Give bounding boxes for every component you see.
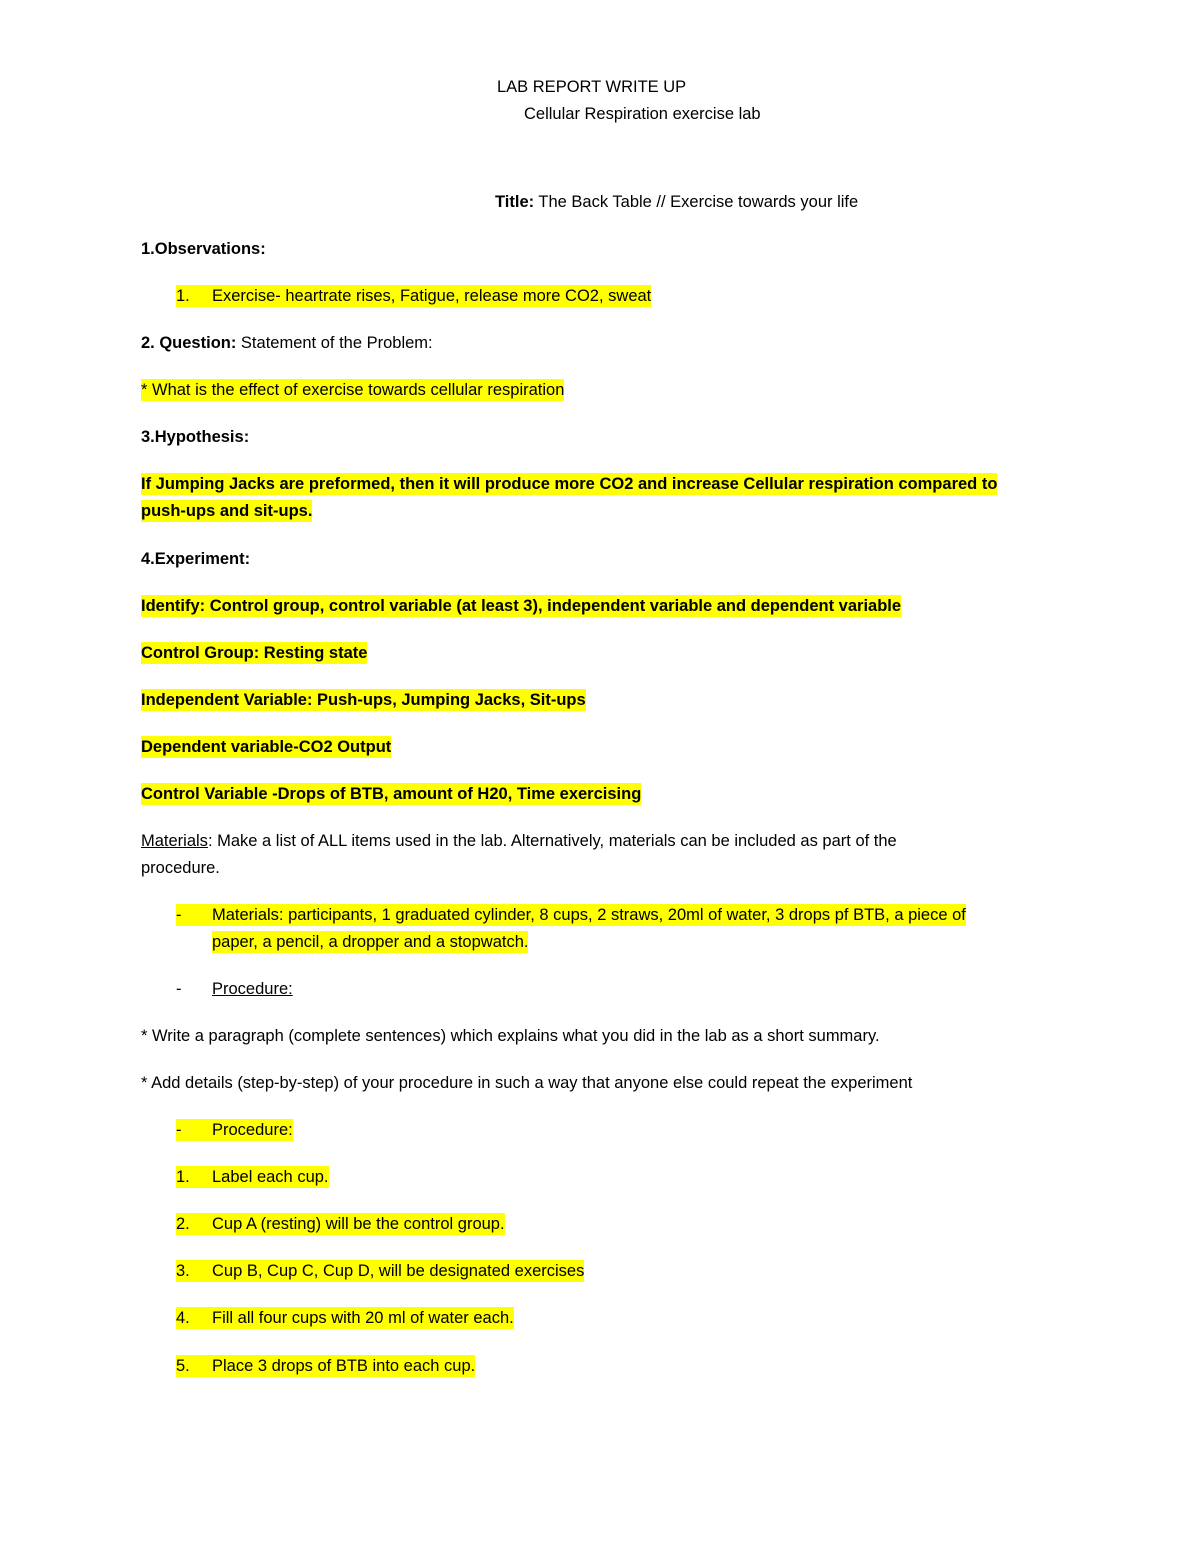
dependent-variable: Dependent variable-CO2 Output	[141, 738, 392, 756]
bullet-dash: -	[176, 906, 182, 924]
procedure-step	[176, 1166, 329, 1188]
materials-list-line-2: paper, a pencil, a dropper and a stopwatch.	[212, 933, 529, 951]
experiment-heading: 4.Experiment:	[141, 550, 251, 568]
hypothesis-line-2: push-ups and sit-ups.	[141, 502, 313, 520]
experiment-identify: Identify: Control group, control variable (at least 3), independent variable and dependent variable	[141, 597, 902, 615]
procedure-label-text: Procedure:	[212, 1121, 293, 1139]
hypothesis-line-1: If Jumping Jacks are preformed, then it will produce more CO2 and increase Cellular respiration compared to	[141, 475, 998, 493]
procedure-instruction-1: * Write a paragraph (complete sentences) which explains what you did in the lab as a short summary.	[141, 1027, 880, 1045]
list-number: 4.	[176, 1309, 190, 1327]
procedure-step	[176, 1213, 505, 1235]
question-line	[141, 332, 433, 354]
independent-variable: Independent Variable: Push-ups, Jumping Jacks, Sit-ups	[141, 691, 586, 709]
procedure-label: Procedure:	[212, 980, 293, 998]
title-line	[495, 191, 858, 213]
question-label: 2. Question:	[141, 334, 237, 352]
control-group: Control Group: Resting state	[141, 644, 368, 662]
list-number: 5.	[176, 1357, 190, 1375]
materials-instruction	[141, 830, 897, 852]
procedure-instruction-2: * Add details (step-by-step) of your procedure in such a way that anyone else could repeat the experiment	[141, 1074, 913, 1092]
observations-heading: 1.Observations:	[141, 240, 266, 258]
materials-list-text: Materials: participants, 1 graduated cylinder, 8 cups, 2 straws, 20ml of water, 3 drops pf BTB, a piece of	[212, 906, 966, 924]
observation-text: Exercise- heartrate rises, Fatigue, release more CO2, sweat	[212, 287, 652, 305]
hypothesis-heading: 3.Hypothesis:	[141, 428, 250, 446]
step-text: Label each cup.	[212, 1168, 329, 1186]
procedure-step	[176, 1307, 514, 1329]
procedure-heading	[176, 978, 293, 1000]
observation-item	[176, 285, 651, 307]
list-number: 2.	[176, 1215, 190, 1233]
list-number: 1.	[176, 287, 190, 305]
bullet-dash: -	[176, 1121, 182, 1139]
procedure-step	[176, 1355, 475, 1377]
materials-label: Materials	[141, 832, 208, 850]
procedure-label-highlighted	[176, 1119, 293, 1141]
question-value: Statement of the Problem:	[236, 334, 433, 352]
control-variable: Control Variable -Drops of BTB, amount of H20, Time exercising	[141, 785, 642, 803]
materials-instruction-text: : Make a list of ALL items used in the lab. Alternatively, materials can be included as part of the	[207, 832, 897, 850]
list-number: 1.	[176, 1168, 190, 1186]
question-answer: * What is the effect of exercise towards cellular respiration	[141, 381, 565, 399]
list-number: 3.	[176, 1262, 190, 1280]
materials-instruction-line-2: procedure.	[141, 859, 220, 877]
title-label: Title:	[495, 193, 535, 211]
step-text: Place 3 drops of BTB into each cup.	[212, 1357, 476, 1375]
materials-list-line-1	[176, 904, 966, 926]
bullet-dash: -	[176, 980, 182, 998]
step-text: Cup A (resting) will be the control group.	[212, 1215, 505, 1233]
step-text: Cup B, Cup C, Cup D, will be designated exercises	[212, 1262, 585, 1280]
document-title: LAB REPORT WRITE UP	[497, 78, 687, 96]
procedure-step	[176, 1260, 584, 1282]
title-value: The Back Table // Exercise towards your life	[534, 193, 859, 211]
document-subtitle: Cellular Respiration exercise lab	[524, 105, 761, 123]
step-text: Fill all four cups with 20 ml of water each.	[212, 1309, 514, 1327]
